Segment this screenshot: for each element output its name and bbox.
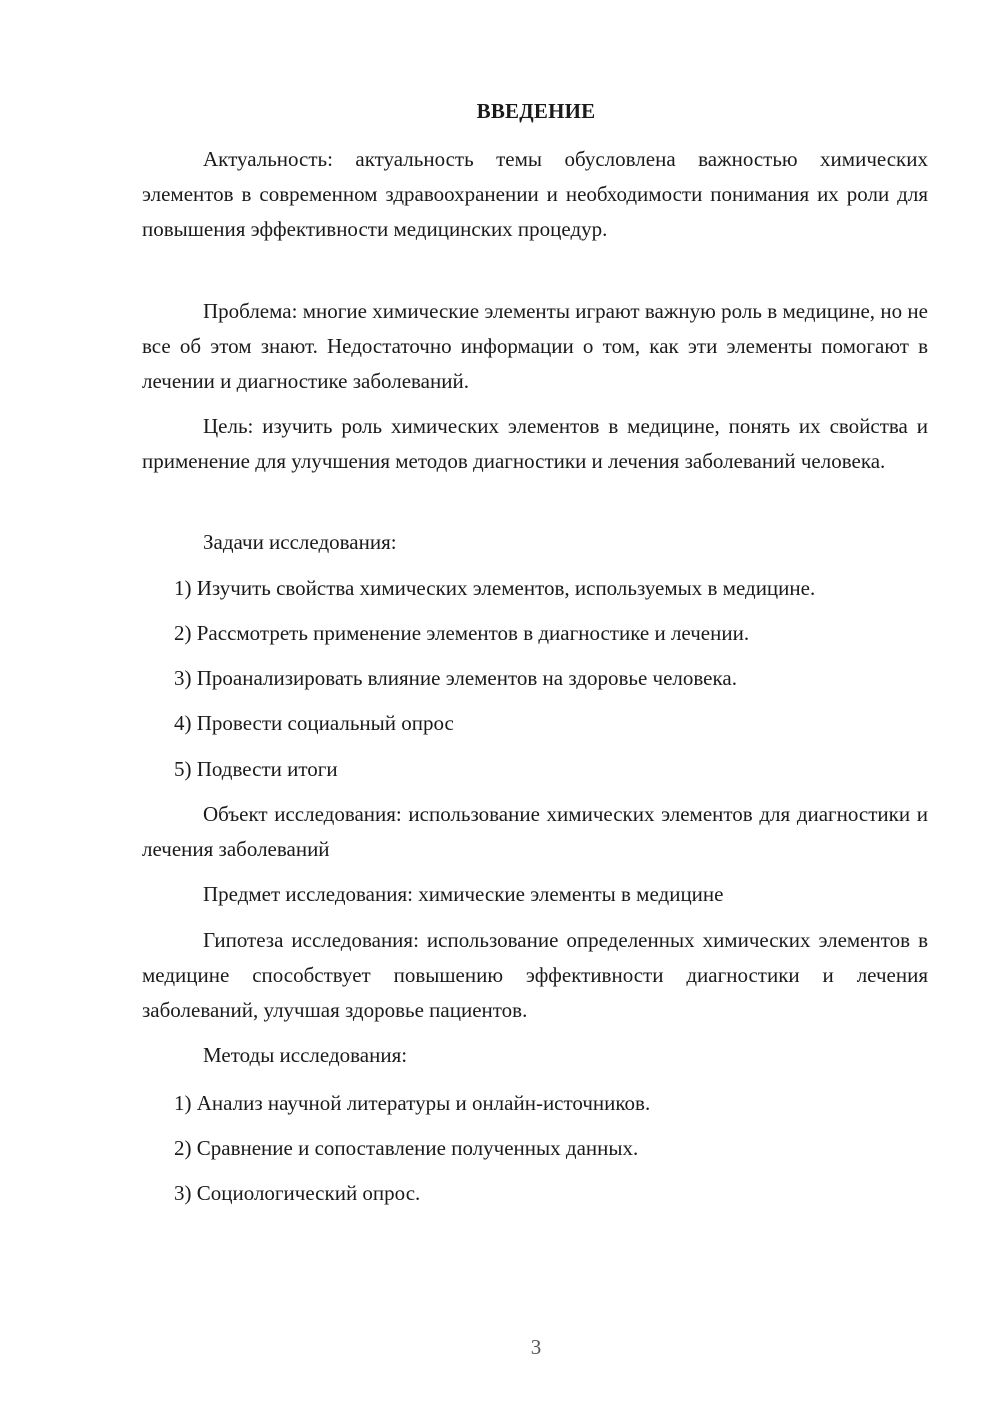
tasks-heading: Задачи исследования: <box>203 530 397 554</box>
task-item: 5) Подвести итоги <box>174 757 338 781</box>
page-number: 3 <box>530 1335 542 1359</box>
method-item: 1) Анализ научной литературы и онлайн-источников. <box>174 1091 651 1115</box>
paragraph-relevance: Актуальность: актуальность темы обусловлена важностью химических элементов в современном здравоохранении и необходимости понимания их роли для повышения эффективности медицинских процедур. <box>142 147 928 241</box>
paragraph-subject: Предмет исследования: химические элементы в медицине <box>203 882 724 906</box>
task-item: 4) Провести социальный опрос <box>174 711 454 735</box>
paragraph-goal: Цель: изучить роль химических элементов в медицине, понять их свойства и применение для улучшения методов диагностики и лечения заболеваний человека. <box>142 414 928 473</box>
paragraph-object: Объект исследования: использование химических элементов для диагностики и лечения заболеваний <box>142 802 928 861</box>
paragraph-hypothesis: Гипотеза исследования: использование определенных химических элементов в медицине способствует повышению эффективности диагностики и лечения заболеваний, улучшая здоровье пациентов. <box>142 928 928 1022</box>
task-item: 2) Рассмотреть применение элементов в диагностике и лечении. <box>174 621 750 645</box>
methods-heading: Методы исследования: <box>203 1043 408 1067</box>
paragraph-problem: Проблема: многие химические элементы играют важную роль в медицине, но не все об этом знают. Недостаточно информации о том, как эти элементы помогают в лечении и диагностике заболеваний. <box>142 299 928 393</box>
method-item: 2) Сравнение и сопоставление полученных данных. <box>174 1136 639 1160</box>
task-item: 3) Проанализировать влияние элементов на здоровье человека. <box>174 666 737 690</box>
task-item: 1) Изучить свойства химических элементов, используемых в медицине. <box>174 576 816 600</box>
method-item: 3) Социологический опрос. <box>174 1181 421 1205</box>
page-title: ВВЕДЕНИЕ <box>476 99 596 123</box>
